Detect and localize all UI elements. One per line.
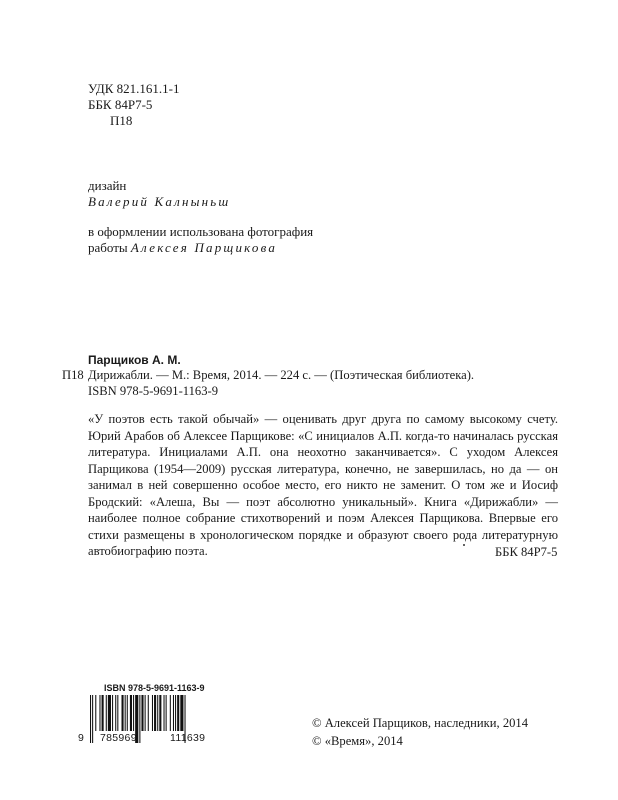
catalog-title-line: Дирижабли. — М.: Время, 2014. — 224 с. — (Поэтическая библиотека). [88,368,475,382]
catalog-isbn: ISBN 978-5-9691-1163-9 [88,384,219,398]
barcode-isbn-label: ISBN 978-5-9691-1163-9 [104,683,205,693]
barcode-bar [112,695,113,731]
photo-author-name: Алексея Парщикова [130,240,278,255]
barcode-bar [152,695,153,731]
bbk-bottom: ББК 84Р7-5 [495,545,558,559]
catalog-author: Парщиков А. М. [88,353,181,367]
barcode-bar [166,695,167,731]
annotation-text: «У поэтов есть такой обычай» — оценивать друг друга по самому высокому счету. Юрий Арабов об Алексее Парщикове: «С инициалов А.П. когда-то начиналась русская литература. Инициалами А.П. она неохотно заканчивается». С уходом Алексея Парщикова (1954—2009) русская литература, конечно, не завершилась, но да — он занимал в ней совершенно особое место, его никто не заменит. О том же и Иосиф Бродский: «Алеша, Вы — поэт абсолютно уникальный». Книга «Дирижабли» — наиболее полное собрание стихотворений и поэм Алексея Парщикова. Впервые его стихи размещены в хронологическом порядке и образуют своего рода литературную автобиографию поэта. [88,412,558,558]
barcode-bar [117,695,118,731]
udk-code: УДК 821.161.1-1 [88,81,180,96]
barcode-first-digit: 9 [78,732,85,744]
barcode-bar [145,695,146,731]
copyright-line-2: © «Время», 2014 [312,734,403,748]
barcode-right-digits: 111639 [170,732,206,744]
designer-name: Валерий Калныньш [88,194,231,209]
catalog-code: П18 [62,368,84,382]
author-index-code: П18 [110,113,133,128]
copyright-line-1: © Алексей Парщиков, наследники, 2014 [312,716,529,730]
barcode-bar [102,695,104,731]
barcode-bar [106,695,107,731]
barcode-bar [122,695,124,731]
barcode-bar [92,695,93,743]
photo-credit-line: в оформлении использована фотография [88,224,314,239]
barcode-bar [90,695,91,743]
bbk-code: ББК 84Р7-5 [88,97,153,112]
barcode-bar [125,695,126,731]
barcode-left-digits: 785969 [100,732,137,744]
barcode-bar [164,695,165,731]
photo-credit-author-line [88,240,277,256]
barcode-bar [95,695,96,731]
design-label: дизайн [88,178,127,193]
barcode-bar [180,695,183,731]
photo-credit-prefix: работы [88,240,128,255]
isbn-barcode [78,683,242,758]
barcode-bar [175,695,176,731]
barcode-bar [159,695,161,731]
barcode-bar [99,695,100,731]
barcode-bar [170,695,171,731]
barcode-bar [127,695,128,731]
stray-dot [463,544,465,546]
barcode-bar [173,695,174,731]
barcode-bar [108,695,111,731]
barcode-bar [139,695,140,743]
barcode-bar [154,695,156,731]
barcode-bar [115,695,116,731]
barcode-bar [141,695,143,731]
barcode-bar [157,695,158,731]
barcode-bar [148,695,149,731]
barcode-bar [133,695,134,731]
barcode-bar [130,695,132,731]
barcode-bar [177,695,179,731]
